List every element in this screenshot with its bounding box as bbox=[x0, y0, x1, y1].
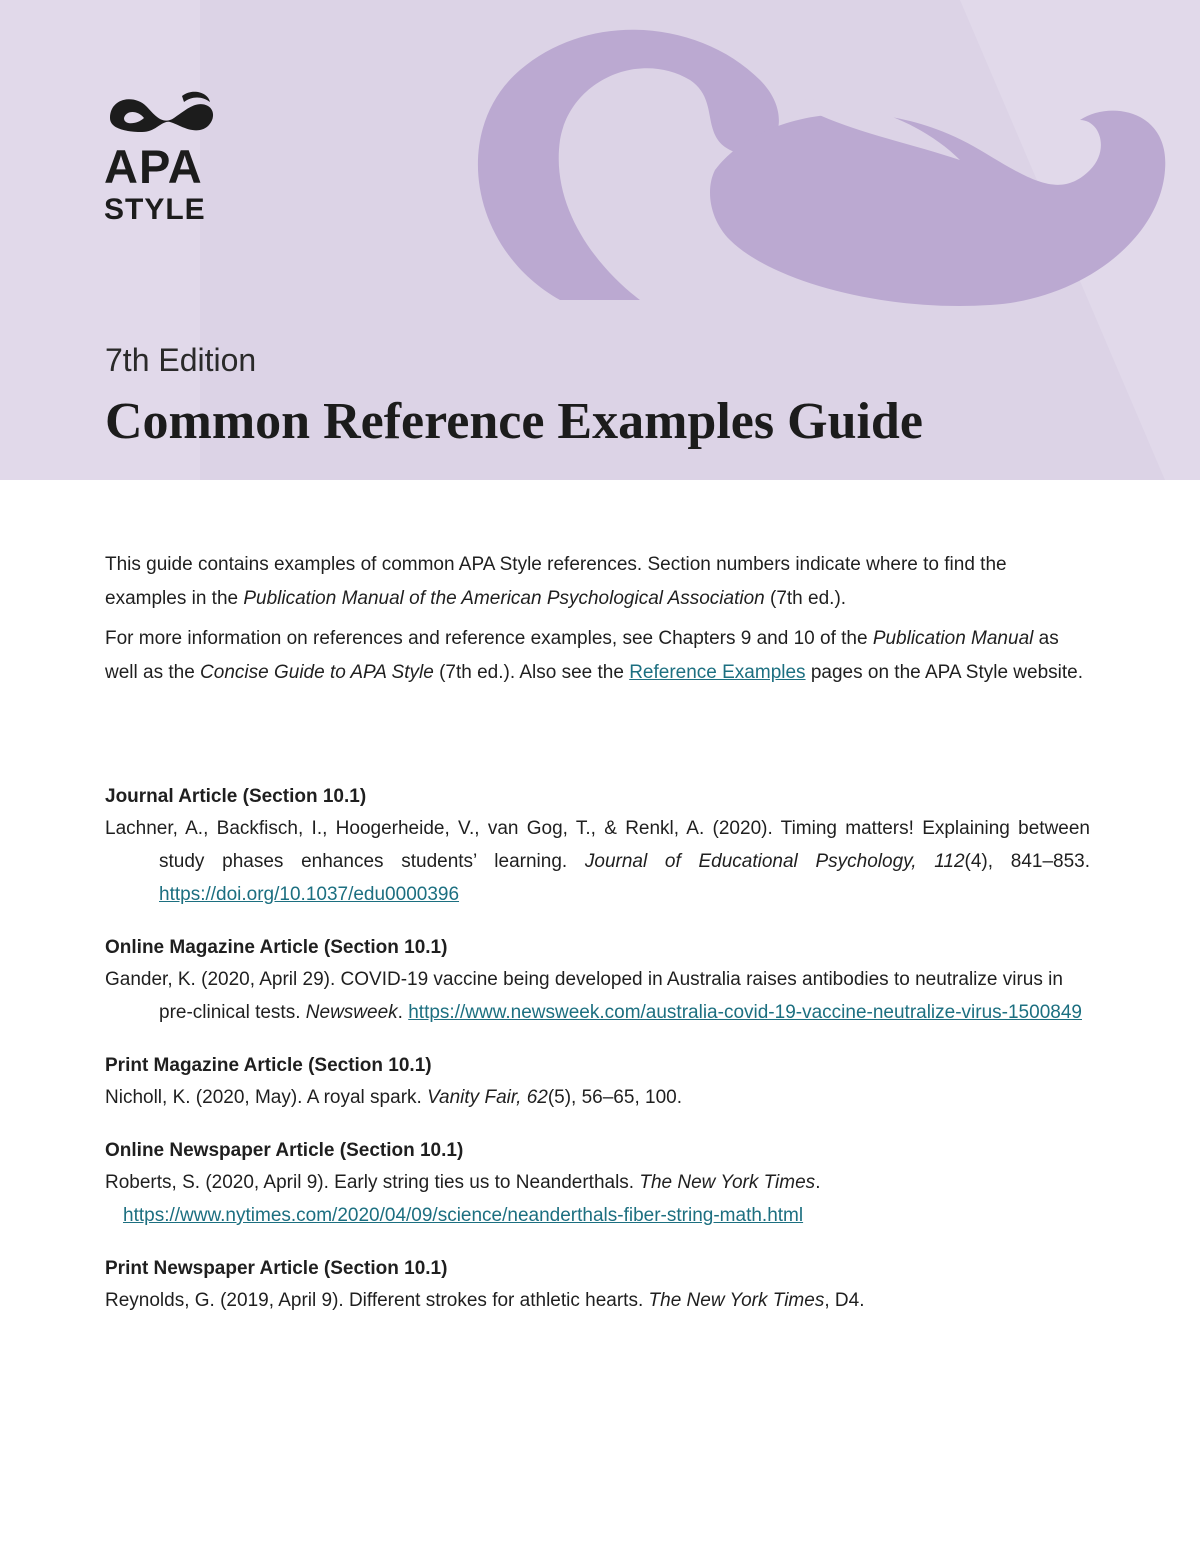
ref-online-newspaper-link[interactable]: https://www.nytimes.com/2020/04/09/science/neanderthals-fiber-string-math.html bbox=[123, 1205, 804, 1226]
ref-journal-text-a: Lachner, A., Backfisch, I., Hoogerheide, V., van Gog, T., & Renkl, A. (2020). Timing matters! Explaining between study phases enhances students’ learning. bbox=[105, 818, 1090, 872]
intro-paragraph-2 bbox=[105, 622, 1090, 690]
intro-p1-italic: Publication Manual of the American Psychological Association bbox=[243, 588, 765, 609]
ref-print-newspaper-text-a: Reynolds, G. (2019, April 9). Different strokes for athletic hearts. bbox=[105, 1290, 649, 1311]
ref-heading-journal: Journal Article (Section 10.1) bbox=[105, 786, 367, 807]
ref-heading-print-magazine: Print Magazine Article (Section 10.1) bbox=[105, 1055, 432, 1076]
ref-online-newspaper-article bbox=[105, 1136, 1090, 1232]
apa-style-logo bbox=[104, 88, 224, 238]
intro-p2-text-c: (7th ed.). Also see the bbox=[433, 662, 630, 683]
ref-online-newspaper-italic: The New York Times bbox=[639, 1172, 816, 1193]
ref-entry-online-newspaper bbox=[105, 1166, 1090, 1232]
apa-swirl-icon bbox=[104, 88, 216, 138]
ref-print-newspaper-italic: The New York Times bbox=[648, 1290, 825, 1311]
logo-apa-text: APA bbox=[104, 140, 203, 193]
logo-style-text: STYLE bbox=[104, 193, 206, 226]
edition-label: 7th Edition bbox=[105, 342, 257, 378]
ref-heading-online-magazine: Online Magazine Article (Section 10.1) bbox=[105, 937, 448, 958]
intro-p2-text-a: For more information on references and reference examples, see Chapters 9 and 10 of the bbox=[105, 628, 873, 649]
ref-online-magazine-italic: Newsweek bbox=[305, 1002, 398, 1023]
ref-journal-article bbox=[105, 782, 1090, 911]
ref-heading-online-newspaper: Online Newspaper Article (Section 10.1) bbox=[105, 1140, 464, 1161]
ref-print-newspaper-text-b: , D4. bbox=[824, 1290, 865, 1311]
ref-entry-online-magazine bbox=[105, 963, 1090, 1029]
ref-print-magazine-text-a: Nicholl, K. (2020, May). A royal spark. bbox=[105, 1087, 428, 1108]
intro-p2-italic-1: Publication Manual bbox=[872, 628, 1034, 649]
ref-entry-print-newspaper bbox=[105, 1284, 1090, 1317]
intro-p1-text-b: (7th ed.). bbox=[764, 588, 847, 609]
intro-p1-text-a: This guide contains examples of common APA Style references. Section numbers indicate where to find the examples in the bbox=[105, 554, 1007, 609]
reference-examples-link[interactable]: Reference Examples bbox=[629, 662, 806, 683]
page-title: Common Reference Examples Guide bbox=[105, 393, 923, 450]
ref-print-magazine-article bbox=[105, 1051, 1090, 1114]
ref-print-magazine-italic: Vanity Fair, 62 bbox=[427, 1087, 548, 1108]
ref-print-newspaper-article bbox=[105, 1254, 1090, 1317]
ref-entry-print-magazine bbox=[105, 1081, 1090, 1114]
ref-entry-journal bbox=[105, 812, 1090, 911]
ref-journal-text-b: (4), 841–853. bbox=[964, 851, 1090, 872]
intro-p2-text-b: as well as the bbox=[105, 628, 1059, 683]
intro-section bbox=[105, 548, 1090, 696]
ref-journal-doi-link[interactable]: https://doi.org/10.1037/edu0000396 bbox=[159, 884, 460, 905]
ref-online-magazine-link[interactable]: https://www.newsweek.com/australia-covid-19-vaccine-neutralize-virus-1500849 bbox=[408, 1002, 1082, 1023]
ref-heading-print-newspaper: Print Newspaper Article (Section 10.1) bbox=[105, 1258, 448, 1279]
intro-paragraph-1 bbox=[105, 548, 1090, 616]
ref-journal-italic: Journal of Educational Psychology, 112 bbox=[584, 851, 965, 872]
intro-p2-text-d: pages on the APA Style website. bbox=[805, 662, 1084, 683]
intro-p2-italic-2: Concise Guide to APA Style bbox=[200, 662, 434, 683]
ref-online-newspaper-text-a: Roberts, S. (2020, April 9). Early string ties us to Neanderthals. bbox=[105, 1172, 640, 1193]
ref-online-magazine-text-b: . bbox=[397, 1002, 409, 1023]
ref-online-magazine-article bbox=[105, 933, 1090, 1029]
ref-online-newspaper-text-b: . bbox=[815, 1172, 821, 1193]
ref-online-magazine-text-a: Gander, K. (2020, April 29). COVID-19 vaccine being developed in Australia raises antibodies to neutralize virus in pre-clinical tests. bbox=[105, 969, 1063, 1023]
reference-list bbox=[105, 782, 1090, 1339]
ref-print-magazine-text-b: (5), 56–65, 100. bbox=[547, 1087, 682, 1108]
